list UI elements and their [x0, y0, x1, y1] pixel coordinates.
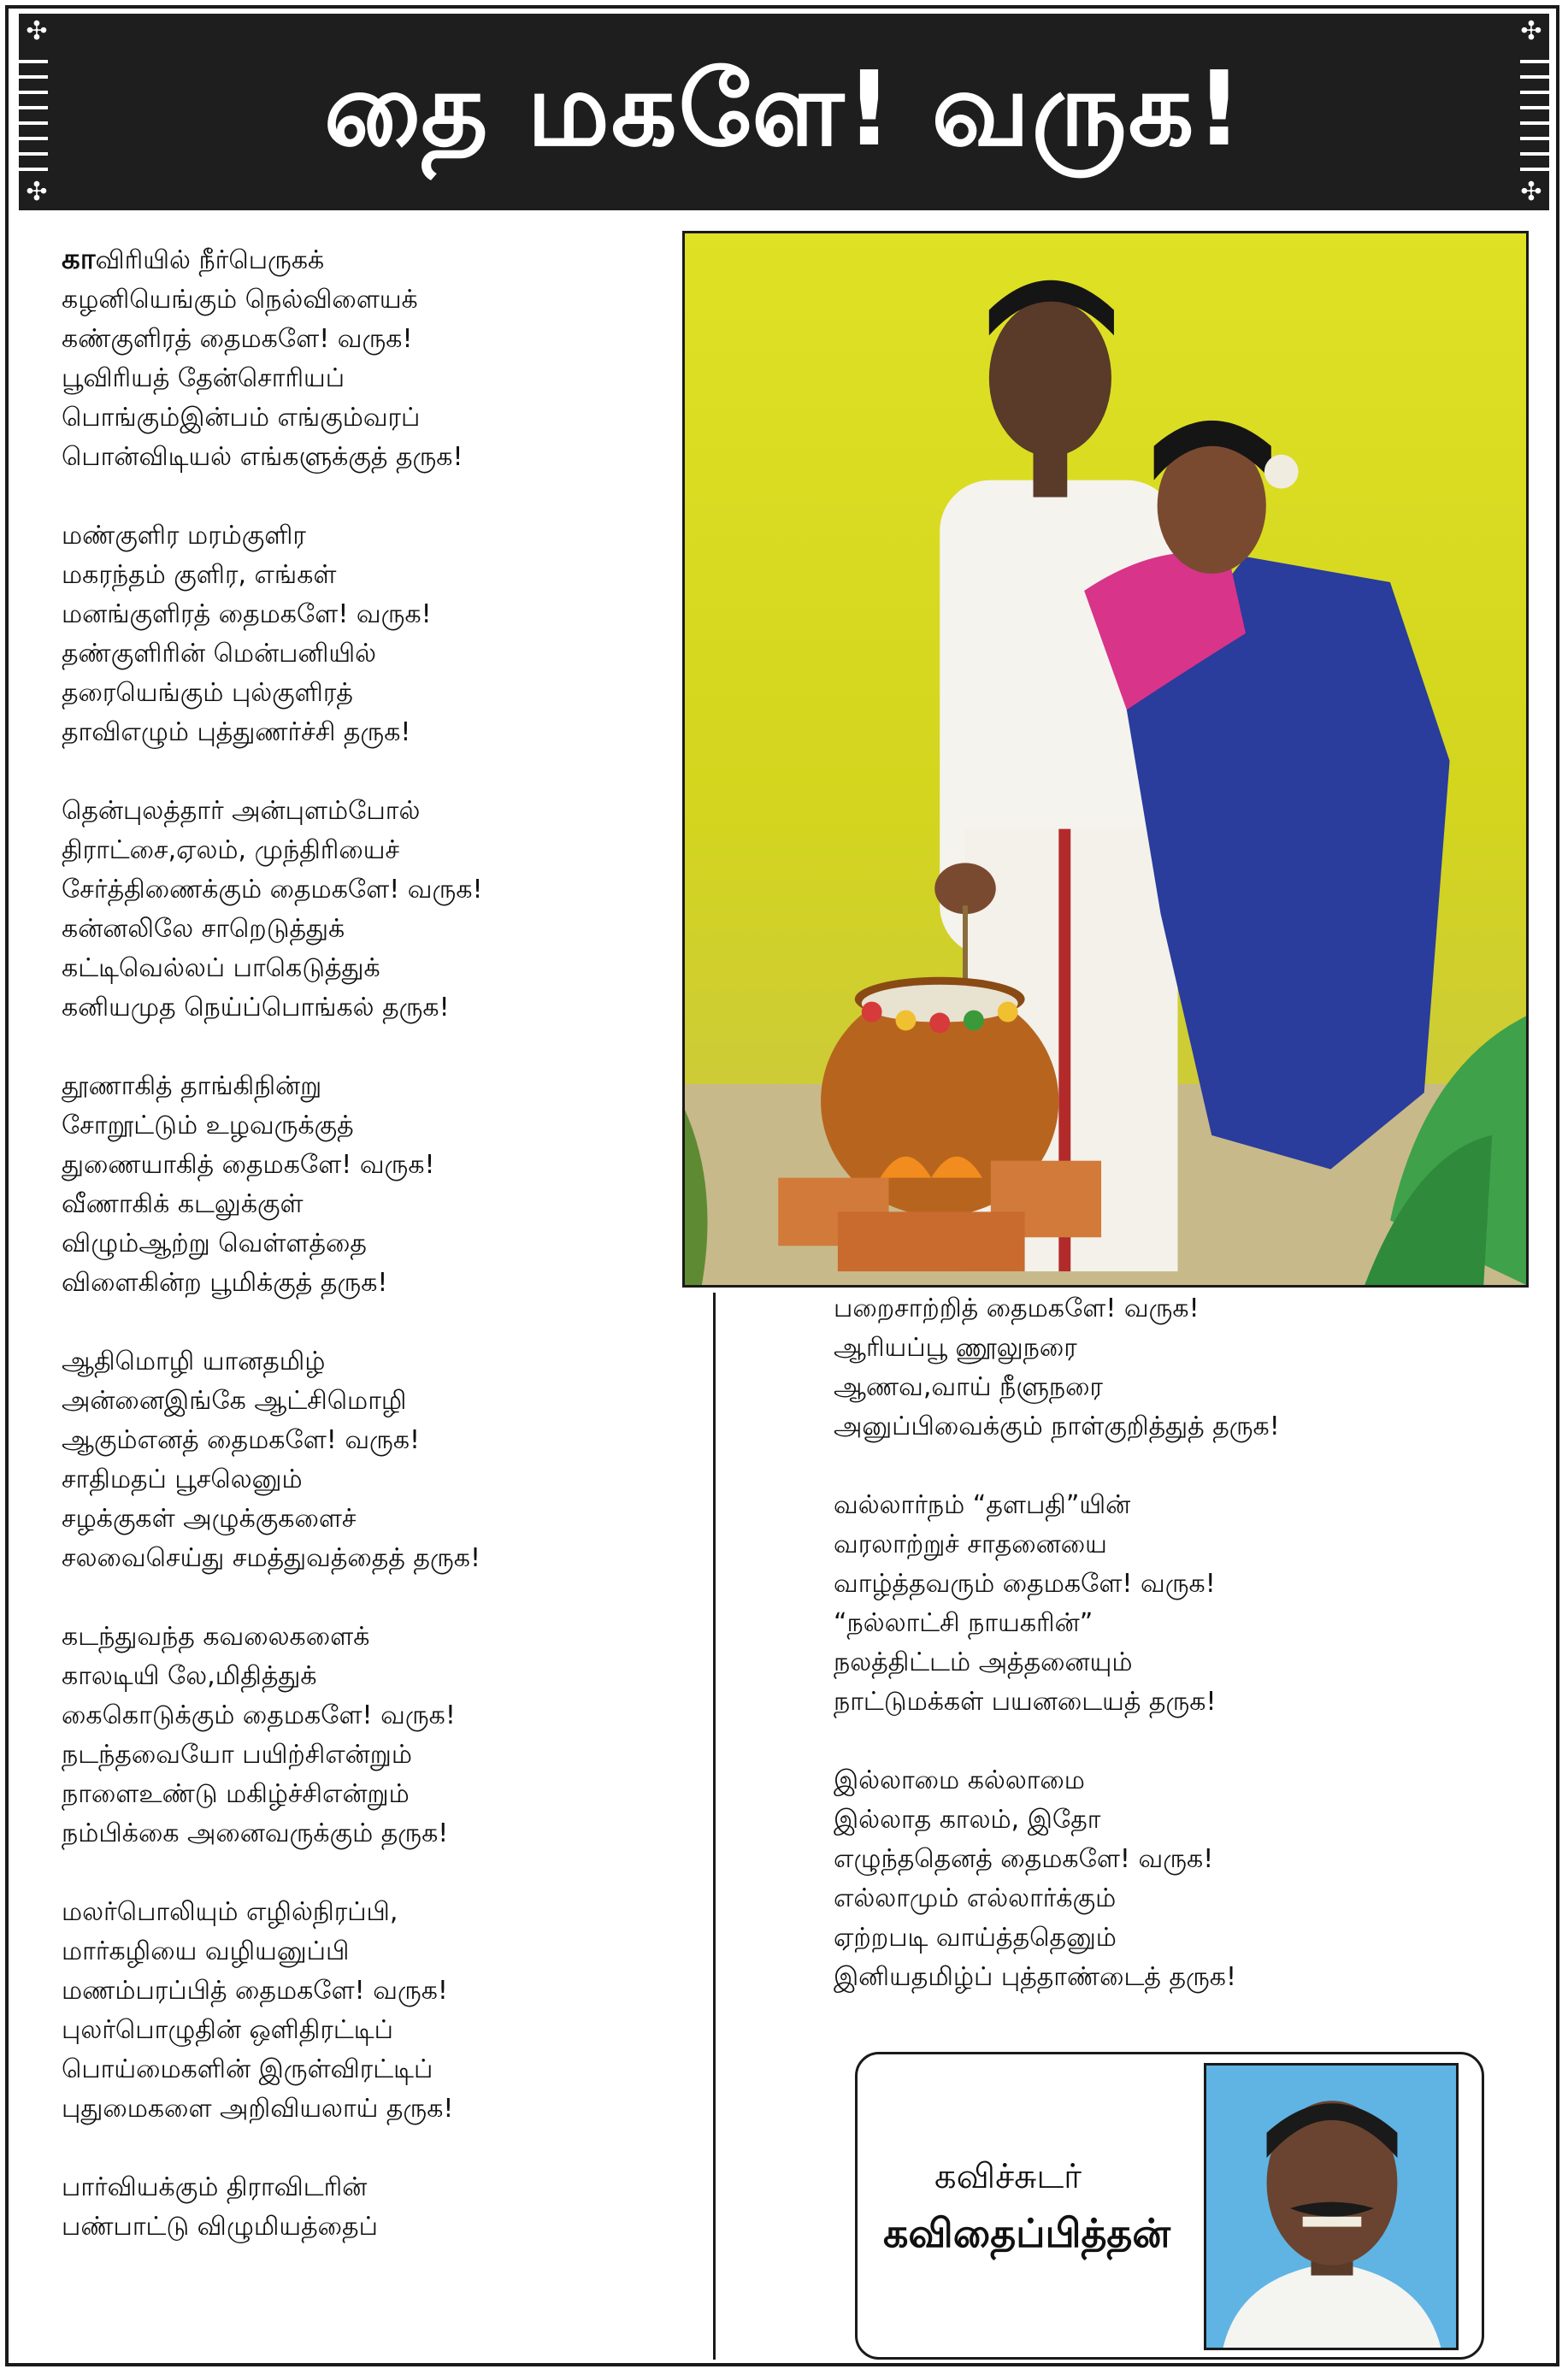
- poem-line: சோறூட்டும் உழவருக்குத்: [62, 1111, 354, 1140]
- poem-line: துணையாகித் தைமகளே! வருக!: [62, 1150, 435, 1180]
- poem-stanza: [62, 239, 686, 477]
- poem-line: திராட்சை,ஏலம், முந்திரியைச்: [62, 835, 400, 865]
- poem-line: இல்லாமை கல்லாமை: [834, 1765, 1085, 1795]
- poem-line: காலடியி லே,மிதித்துக்: [62, 1661, 317, 1691]
- poem-line: பொய்மைகளின் இருள்விரட்டிப்: [62, 2054, 433, 2084]
- poem-line: சாதிமதப் பூசலெனும்: [62, 1464, 303, 1494]
- poem-right-column: [834, 1289, 1466, 2036]
- poem-line: ஆணவ,வாய் நீளுநரை: [834, 1372, 1104, 1402]
- poem-line: தண்குளிரின் மென்பனியில்: [62, 639, 377, 669]
- poem-line: தூணாகித் தாங்கிநின்று: [62, 1071, 322, 1101]
- poem-line: நாளைஉண்டு மகிழ்ச்சிஎன்றும்: [62, 1779, 410, 1809]
- poem-line: வல்லார்நம் “தளபதி”யின்: [834, 1490, 1131, 1520]
- poem-line: பண்பாட்டு விழுமியத்தைப்: [62, 2212, 378, 2242]
- poem-line: நலத்திட்டம் அத்தனையும்: [834, 1647, 1133, 1677]
- poem-stanza: [834, 1486, 1466, 1722]
- poem-line: தாவிஎழும் புத்துணர்ச்சி தருக!: [62, 717, 411, 747]
- author-portrait: [1204, 2063, 1459, 2350]
- corner-ornament-icon: ✣: [26, 177, 48, 207]
- poem-line: நாட்டுமக்கள் பயனடையத் தருக!: [834, 1687, 1217, 1717]
- poem-line: பார்வியக்கும் திராவிடரின்: [62, 2172, 368, 2202]
- poem-line: “நல்லாட்சி நாயகரின்”: [834, 1608, 1093, 1638]
- column-divider: [713, 1293, 716, 2360]
- poem-line: சழக்குகள் அழுக்குகளைச்: [62, 1504, 357, 1534]
- page-title: தை மகளே! வருக!: [323, 50, 1245, 169]
- poem-line: அனுப்பிவைக்கும் நாள்குறித்துத் தருக!: [834, 1411, 1280, 1441]
- poem-line: சேர்த்திணைக்கும் தைமகளே! வருக!: [62, 875, 483, 905]
- drop-cap: கா: [62, 242, 96, 276]
- poem-stanza: [62, 2168, 686, 2247]
- poem-line: விளைகின்ற பூமிக்குத் தருக!: [62, 1268, 388, 1298]
- author-box: [855, 2052, 1484, 2360]
- poem-stanza: [62, 1342, 686, 1578]
- poem-left-column: [62, 239, 686, 2286]
- poem-line: இனியதமிழ்ப் புத்தாண்டைத் தருக!: [834, 1962, 1237, 1992]
- poem-line: விழும்ஆற்று வெள்ளத்தை: [62, 1229, 367, 1258]
- title-banner: [19, 14, 1549, 210]
- author-title: கவிச்சுடர்: [934, 2157, 1082, 2196]
- poem-line: பொங்கும்இன்பம் எங்கும்வரப்: [62, 403, 421, 433]
- poem-line: பறைசாற்றித் தைமகளே! வருக!: [834, 1294, 1200, 1323]
- poem-line: ஆகும்எனத் தைமகளே! வருக!: [62, 1425, 421, 1455]
- poem-line: கண்குளிரத் தைமகளே! வருக!: [62, 324, 413, 354]
- poem-line: வாழ்த்தவரும் தைமகளே! வருக!: [834, 1569, 1216, 1599]
- poem-line: பொன்விடியல் எங்களுக்குத் தருக!: [62, 442, 463, 472]
- poem-stanza: [834, 1289, 1466, 1447]
- poem-line: கன்னலிலே சாறெடுத்துக்: [62, 914, 345, 944]
- poem-line: பூவிரியத் தேன்சொரியப்: [62, 363, 345, 393]
- author-name: கவிதைப்பித்தன்: [883, 2210, 1170, 2256]
- poem-line: கடந்துவந்த கவலைகளைக்: [62, 1622, 370, 1652]
- poem-line: நடந்தவையோ பயிற்சிஎன்றும்: [62, 1740, 412, 1770]
- poem-line: மண்குளிர மரம்குளிர: [62, 521, 306, 551]
- poem-stanza: [62, 516, 686, 752]
- poem-stanza: [62, 1618, 686, 1853]
- author-portrait-illustration: [1206, 2066, 1456, 2348]
- poem-line: தரையெங்கும் புல்குளிரத்: [62, 678, 353, 708]
- poem-line: மகரந்தம் குளிர, எங்கள்: [62, 560, 337, 590]
- pongal-celebration-illustration: [685, 233, 1526, 1285]
- poem-stanza: [62, 1067, 686, 1303]
- poem-line: கைகொடுக்கும் தைமகளே! வருக!: [62, 1700, 456, 1730]
- poem-line: நம்பிக்கை அனைவருக்கும் தருக!: [62, 1818, 449, 1848]
- poem-line: இல்லாத காலம், இதோ: [834, 1805, 1101, 1835]
- corner-ornament-icon: ✣: [26, 16, 48, 46]
- poem-line: வீணாகிக் கடலுக்குள்: [62, 1189, 304, 1219]
- poem-line: புதுமைகளை அறிவியலாய் தருக!: [62, 2094, 454, 2124]
- corner-ornament-icon: ✣: [1520, 16, 1542, 46]
- poem-line: மலர்பொலியும் எழில்நிரப்பி,: [62, 1897, 398, 1927]
- poem-line: காவிரியில் நீர்பெருகக்: [62, 242, 325, 276]
- poem-line: அன்னைஇங்கே ஆட்சிமொழி: [62, 1386, 407, 1416]
- poem-stanza: [62, 1893, 686, 2129]
- poem-line: வரலாற்றுச் சாதனையை: [834, 1529, 1107, 1559]
- poem-line: சலவைசெய்து சமத்துவத்தைத் தருக!: [62, 1543, 480, 1573]
- poem-line: மணம்பரப்பித் தைமகளே! வருக!: [62, 1976, 448, 2006]
- poem-line: தென்புலத்தார் அன்புளம்போல்: [62, 796, 421, 826]
- poem-line: ஆதிமொழி யானதமிழ்: [62, 1347, 326, 1376]
- poem-line: கனியமுத நெய்ப்பொங்கல் தருக!: [62, 993, 450, 1022]
- poem-stanza: [62, 792, 686, 1028]
- poem-line: எழுந்ததெனத் தைமகளே! வருக!: [834, 1844, 1214, 1874]
- poem-line: மார்கழியை வழியனுப்பி: [62, 1936, 350, 1966]
- poem-line: ஏற்றபடி வாய்த்ததெனும்: [834, 1923, 1117, 1953]
- poem-line: புலர்பொழுதின் ஒளிதிரட்டிப்: [62, 2015, 393, 2045]
- corner-ornament-icon: ✣: [1520, 177, 1542, 207]
- poem-line: கழனியெங்கும் நெல்விளையக்: [62, 285, 418, 315]
- poem-line: ஆரியப்பூ ணூலுநரை: [834, 1333, 1077, 1363]
- poem-line: கட்டிவெல்லப் பாகெடுத்துக்: [62, 953, 380, 983]
- pongal-photo: [682, 231, 1529, 1288]
- poem-stanza: [834, 1761, 1466, 1997]
- poem-line: எல்லாமும் எல்லார்க்கும்: [834, 1883, 1117, 1913]
- poem-line: மனங்குளிரத் தைமகளே! வருக!: [62, 599, 432, 629]
